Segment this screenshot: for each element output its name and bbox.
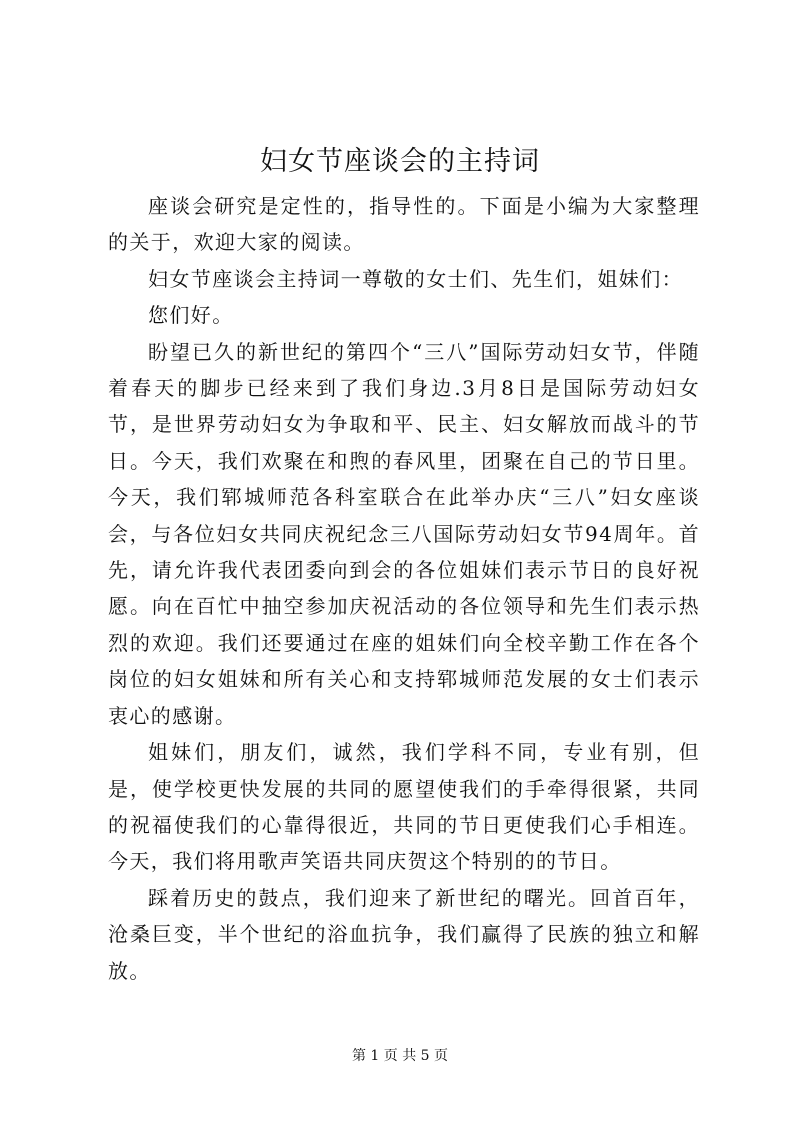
paragraph-history: 踩着历史的鼓点，我们迎来了新世纪的曙光。回首百年，沧桑巨变，半个世纪的浴血抗争，我们赢得了民族的独立和解放。	[108, 885, 700, 983]
paragraph-intro: 座谈会研究是定性的，指导性的。下面是小编为大家整理的关于，欢迎大家的阅读。	[108, 194, 700, 255]
page-footer	[0, 1046, 800, 1066]
paragraph-salutation: 妇女节座谈会主持词一尊敬的女士们、先生们，姐妹们：	[148, 266, 683, 291]
paragraph-greeting: 您们好。	[148, 303, 234, 328]
paragraph-sisters-friends: 姐妹们，朋友们，诚然，我们学科不同，专业有别，但是，使学校更快发展的共同的愿望使我们的手牵得很紧，共同的祝福使我们的心靠得很近，共同的节日更使我们心手相连。今天，我们将用歌声笑语共同庆贺这个特别的的节日。	[108, 740, 700, 874]
page-number: 第 1 页 共 5 页	[351, 1048, 449, 1064]
document-body	[108, 188, 700, 989]
paragraph-womens-day: 盼望已久的新世纪的第四个“三八”国际劳动妇女节，伴随着春天的脚步已经来到了我们身边.3月8日是国际劳动妇女节，是世界劳动妇女为争取和平、民主、妇女解放而战斗的节日。今天，我们欢聚在和煦的春风里，团聚在自己的节日里。今天，我们郓城师范各科室联合在此举办庆“三八”妇女座谈会，与各位妇女共同庆祝纪念三八国际劳动妇女节94周年。首先，请允许我代表团委向到会的各位姐妹们表示节日的良好祝愿。向在百忙中抽空参加庆祝活动的各位领导和先生们表示热烈的欢迎。我们还要通过在座的姐妹们向全校辛勤工作在各个岗位的妇女姐妹和所有关心和支持郓城师范发展的女士们表示衷心的感谢。	[108, 339, 700, 728]
document-title: 妇女节座谈会的主持词	[260, 146, 540, 177]
